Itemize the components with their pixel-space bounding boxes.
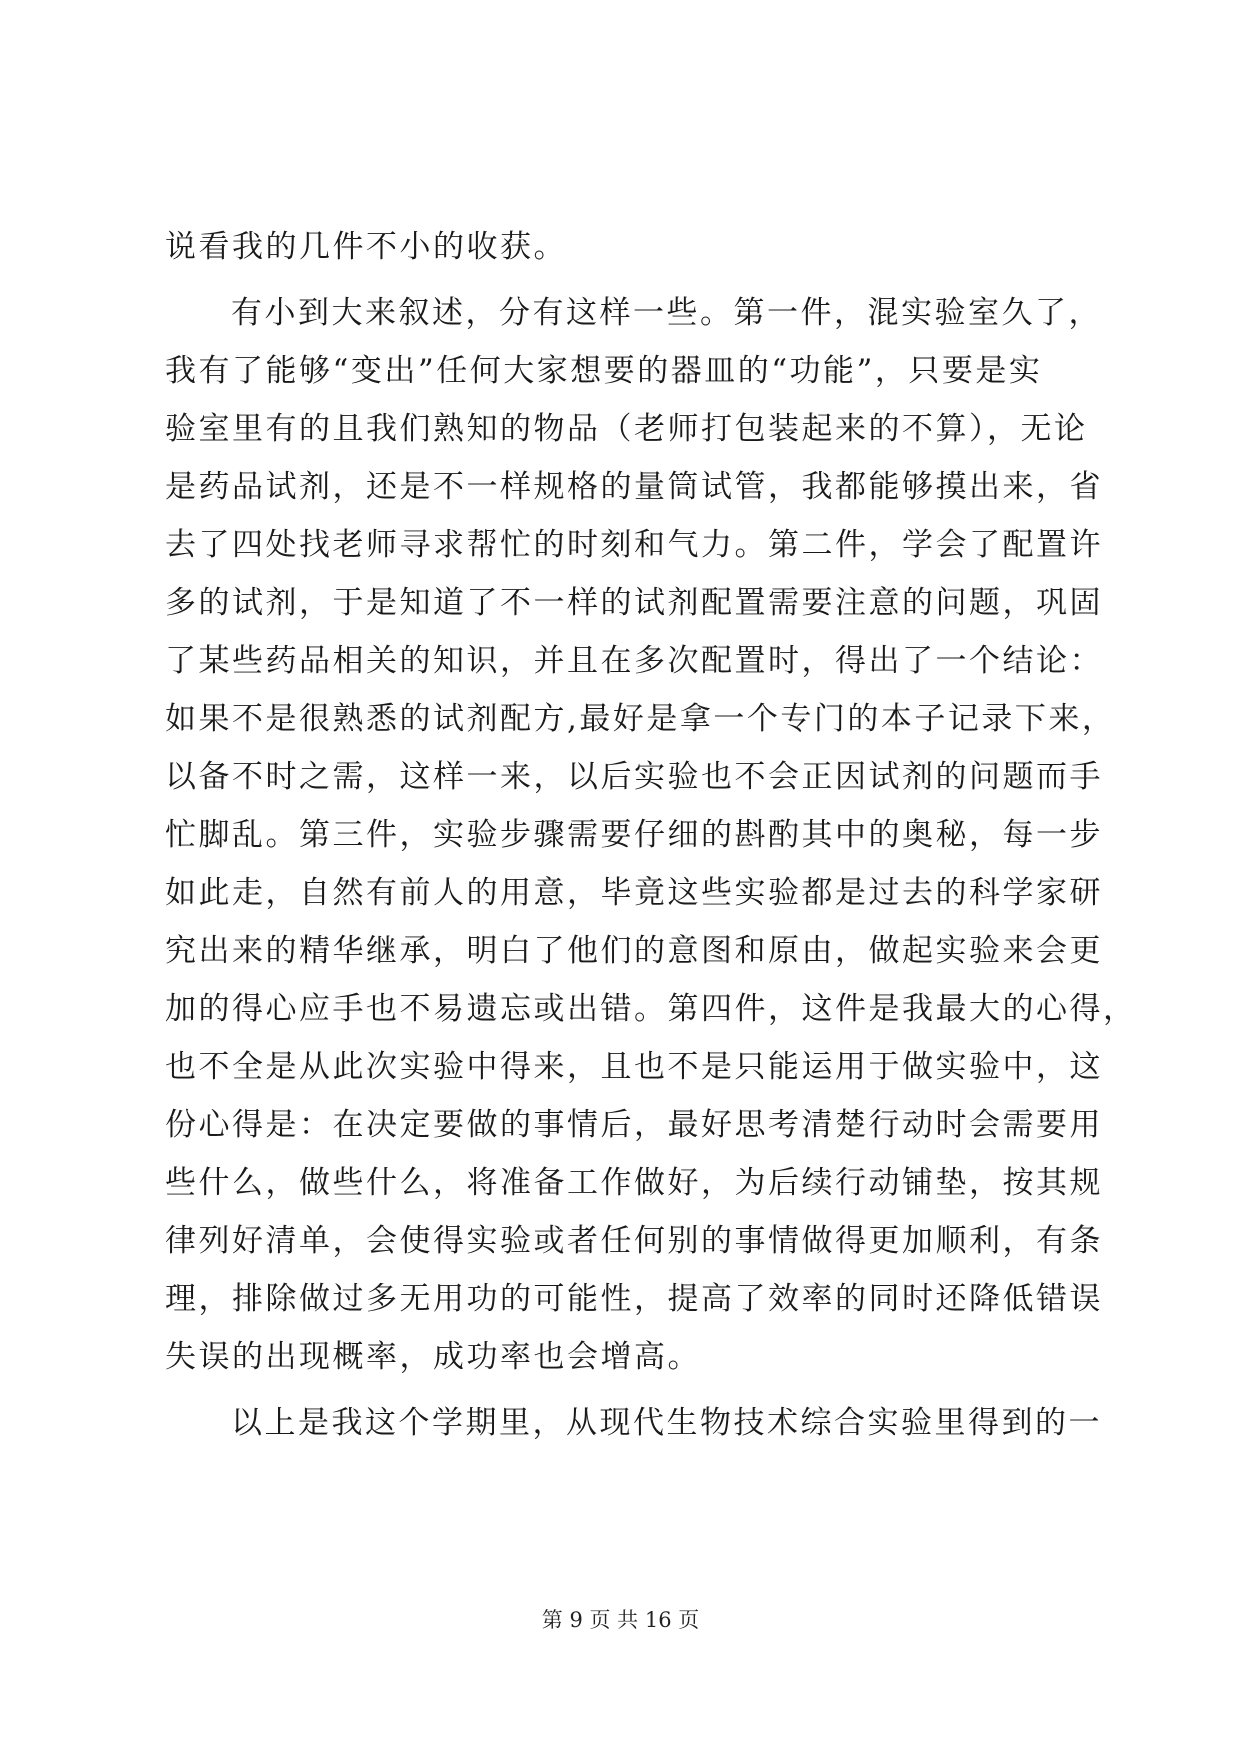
text-line: 了某些药品相关的知识，并且在多次配置时，得出了一个结论：	[165, 643, 1103, 679]
text-line: 理，排除做过多无用功的可能性，提高了效率的同时还降低错误	[165, 1281, 1103, 1317]
text-line: 如果不是很熟悉的试剂配方,最好是拿一个专门的本子记录下来，	[165, 701, 1116, 737]
text-line: 去了四处找老师寻求帮忙的时刻和气力。第二件，学会了配置许	[165, 527, 1103, 563]
text-line: 加的得心应手也不易遗忘或出错。第四件，这件是我最大的心得，	[165, 991, 1137, 1027]
text-line: 究出来的精华继承，明白了他们的意图和原由，做起实验来会更	[165, 933, 1103, 969]
text-line: 失误的出现概率，成功率也会增高。	[165, 1339, 701, 1375]
page-footer	[0, 1605, 1241, 1635]
text-line: 有小到大来叙述，分有这样一些。第一件，混实验室久了，	[231, 295, 1102, 331]
text-line: 以上是我这个学期里，从现代生物技术综合实验里得到的一	[231, 1405, 1102, 1441]
text-line: 也不全是从此次实验中得来，且也不是只能运用于做实验中，这	[165, 1049, 1103, 1085]
text-line: 些什么，做些什么，将准备工作做好，为后续行动铺垫，按其规	[165, 1165, 1103, 1201]
text-line: 忙脚乱。第三件，实验步骤需要仔细的斟酌其中的奥秘，每一步	[165, 817, 1103, 853]
body-text	[165, 218, 1137, 1452]
page-number: 第 9 页 共 16 页	[541, 1608, 700, 1632]
text-line: 以备不时之需，这样一来，以后实验也不会正因试剂的问题而手	[165, 759, 1103, 795]
text-line: 验室里有的且我们熟知的物品（老师打包装起来的不算），无论	[165, 411, 1088, 447]
text-line: 如此走，自然有前人的用意，毕竟这些实验都是过去的科学家研	[165, 875, 1103, 911]
text-line: 我有了能够“变出”任何大家想要的器皿的“功能”，只要是实	[165, 353, 1043, 389]
text-line: 律列好清单，会使得实验或者任何别的事情做得更加顺利，有条	[165, 1223, 1103, 1259]
text-line: 多的试剂，于是知道了不一样的试剂配置需要注意的问题，巩固	[165, 585, 1103, 621]
text-line: 份心得是：在决定要做的事情后，最好思考清楚行动时会需要用	[165, 1107, 1103, 1143]
text-line: 说看我的几件不小的收获。	[165, 229, 567, 265]
text-line: 是药品试剂，还是不一样规格的量筒试管，我都能够摸出来，省	[165, 469, 1103, 505]
